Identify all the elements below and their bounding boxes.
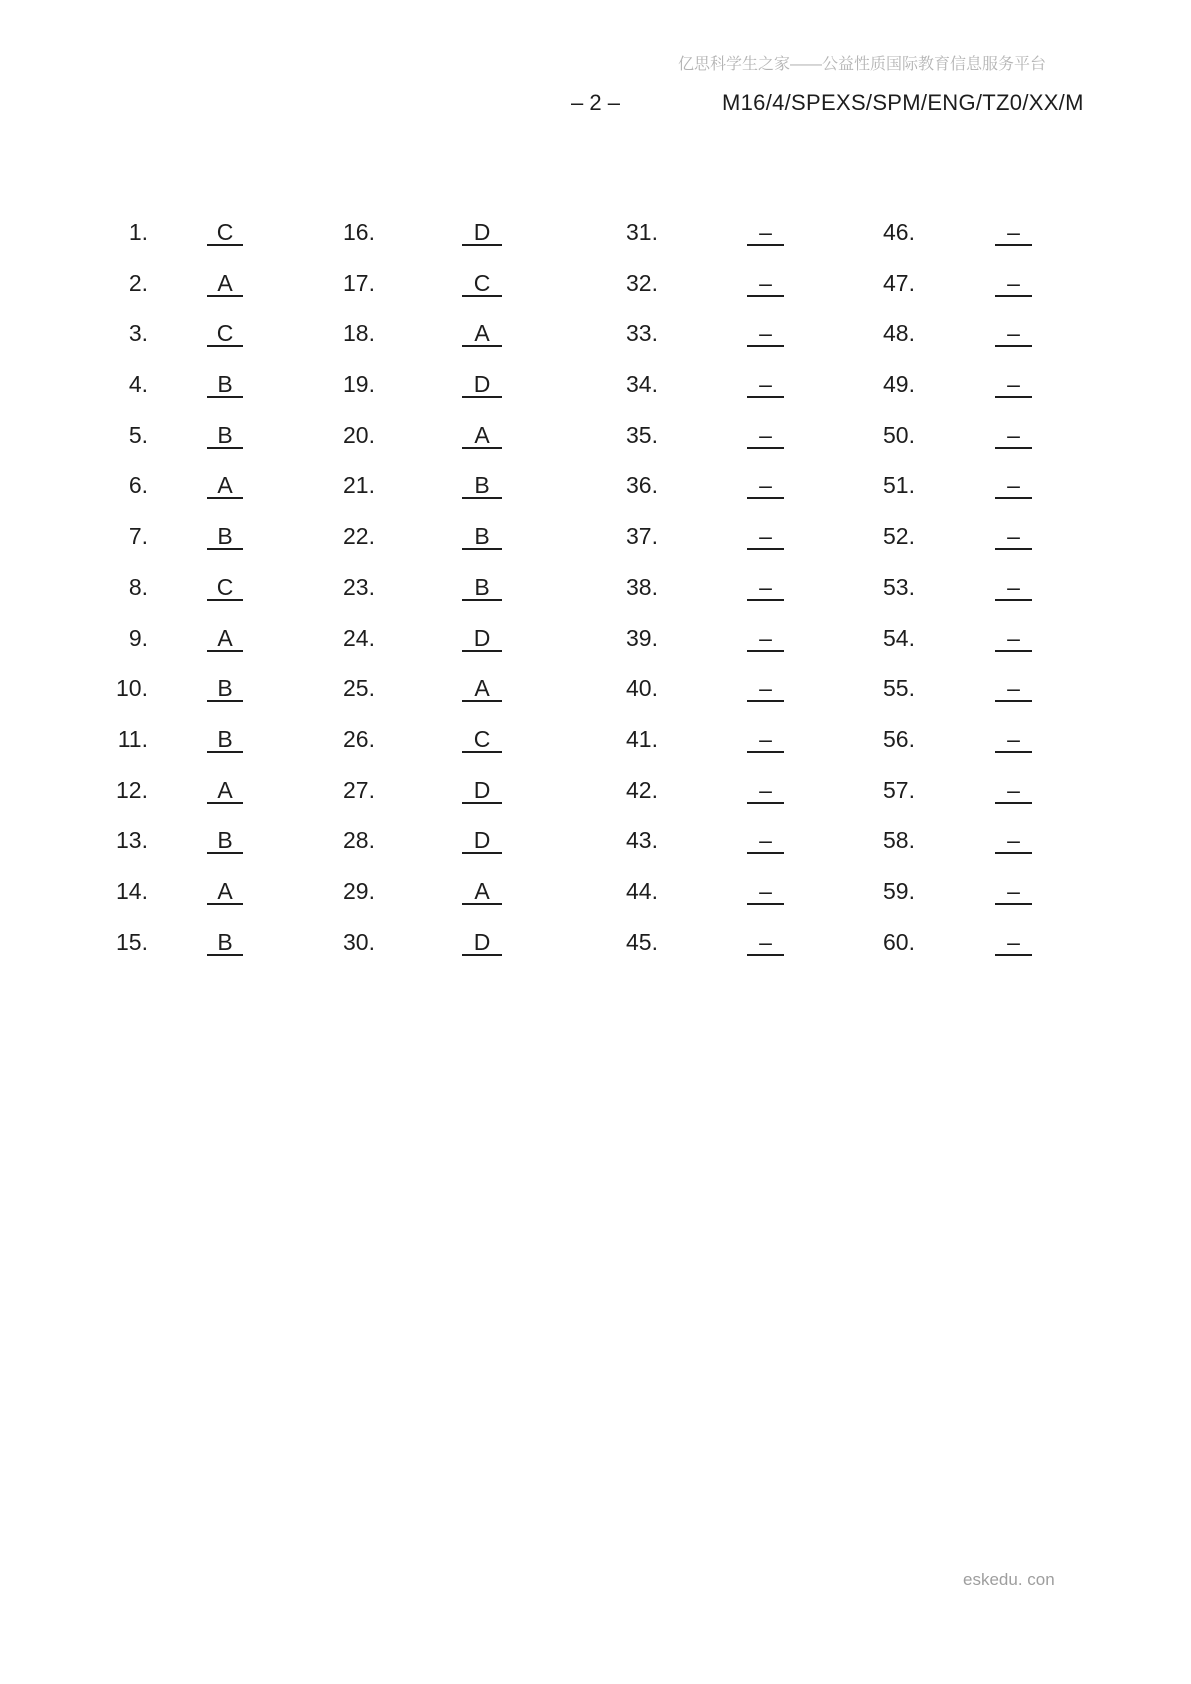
question-number: 4. xyxy=(128,371,148,398)
answer-blank: – xyxy=(995,829,1032,854)
answer-blank: – xyxy=(995,880,1032,905)
answer-blank: B xyxy=(207,829,243,854)
answer-row xyxy=(845,525,1032,576)
question-number: 13. xyxy=(116,827,148,854)
answer-row xyxy=(305,829,502,880)
question-number: 43. xyxy=(626,827,658,854)
question-number: 22. xyxy=(343,523,375,550)
answer-blank: A xyxy=(462,677,502,702)
answer-row xyxy=(845,373,1032,424)
answer-blank: B xyxy=(207,525,243,550)
answer-blank: A xyxy=(462,322,502,347)
question-number: 31. xyxy=(626,219,658,245)
answer-row xyxy=(845,624,1032,678)
question-number: 21. xyxy=(343,472,375,499)
answer-column-4 xyxy=(845,221,1032,981)
answer-row xyxy=(588,474,784,525)
page-number: – 2 – xyxy=(571,90,620,115)
footer-watermark: eskedu. con xyxy=(963,1570,1055,1589)
answer-row xyxy=(305,624,502,678)
header-watermark: 亿思科学生之家——公益性质国际教育信息服务平台 xyxy=(678,56,1047,73)
question-number: 36. xyxy=(626,472,658,499)
answer-row xyxy=(305,221,502,272)
answer-blank: – xyxy=(995,525,1032,550)
answer-blank: – xyxy=(995,424,1032,449)
answer-row xyxy=(845,269,1032,323)
question-number: 46. xyxy=(883,219,915,245)
question-number: 53. xyxy=(883,573,915,600)
answer-row xyxy=(305,421,502,475)
answer-row xyxy=(78,322,243,373)
answer-row xyxy=(78,829,243,880)
answer-blank: – xyxy=(995,221,1032,246)
answer-blank: A xyxy=(207,474,243,499)
answer-blank: – xyxy=(995,627,1032,652)
answer-blank: – xyxy=(747,272,784,297)
answer-row xyxy=(78,269,243,323)
answer-row xyxy=(305,322,502,373)
question-number: 39. xyxy=(626,624,658,651)
question-number: 10. xyxy=(116,675,148,702)
answer-row xyxy=(588,221,784,272)
question-number: 20. xyxy=(343,421,375,448)
answer-blank: C xyxy=(207,322,243,347)
answer-blank: – xyxy=(747,931,784,956)
answer-blank: – xyxy=(995,576,1032,601)
question-number: 17. xyxy=(343,269,375,296)
answer-row xyxy=(78,776,243,830)
question-number: 38. xyxy=(626,573,658,600)
answer-blank: – xyxy=(747,525,784,550)
answer-row xyxy=(305,725,502,779)
answer-blank: – xyxy=(995,474,1032,499)
answer-row xyxy=(588,421,784,475)
answer-blank: – xyxy=(747,829,784,854)
answer-blank: C xyxy=(462,728,502,753)
question-number: 37. xyxy=(626,523,658,550)
answer-row xyxy=(305,928,502,982)
question-number: 54. xyxy=(883,624,915,651)
answer-row xyxy=(305,677,502,728)
answer-blank: – xyxy=(995,779,1032,804)
answer-blank: – xyxy=(995,931,1032,956)
answer-row xyxy=(588,677,784,728)
answer-row xyxy=(845,928,1032,982)
question-number: 26. xyxy=(343,725,375,752)
answer-blank: – xyxy=(747,677,784,702)
question-number: 42. xyxy=(626,776,658,803)
answer-row xyxy=(845,725,1032,779)
answer-blank: – xyxy=(747,424,784,449)
answer-blank: A xyxy=(462,424,502,449)
answer-blank: B xyxy=(462,474,502,499)
question-number: 1. xyxy=(128,219,148,245)
answer-row xyxy=(588,928,784,982)
answer-blank: B xyxy=(462,576,502,601)
answer-row xyxy=(588,269,784,323)
answer-blank: B xyxy=(462,525,502,550)
question-number: 19. xyxy=(343,371,375,398)
answer-row xyxy=(305,525,502,576)
question-number: 29. xyxy=(343,877,375,904)
question-number: 59. xyxy=(883,877,915,904)
answer-blank: C xyxy=(462,272,502,297)
answer-row xyxy=(588,624,784,678)
answer-blank: B xyxy=(207,677,243,702)
question-number: 5. xyxy=(128,421,148,448)
answer-row xyxy=(305,269,502,323)
answer-blank: – xyxy=(995,322,1032,347)
answer-row xyxy=(588,573,784,627)
answer-blank: – xyxy=(995,677,1032,702)
answer-row xyxy=(305,573,502,627)
question-number: 55. xyxy=(883,675,915,702)
answer-blank: A xyxy=(207,627,243,652)
answer-row xyxy=(78,525,243,576)
answer-blank: – xyxy=(747,880,784,905)
answer-blank: D xyxy=(462,931,502,956)
question-number: 51. xyxy=(883,472,915,499)
question-number: 23. xyxy=(343,573,375,600)
answer-row xyxy=(78,373,243,424)
answer-blank: C xyxy=(207,576,243,601)
answer-row xyxy=(78,421,243,475)
answer-row xyxy=(588,373,784,424)
question-number: 18. xyxy=(343,320,375,347)
question-number: 30. xyxy=(343,928,375,955)
answer-blank: – xyxy=(747,779,784,804)
answer-blank: D xyxy=(462,829,502,854)
answer-row xyxy=(845,776,1032,830)
answer-blank: B xyxy=(207,728,243,753)
answer-blank: – xyxy=(747,322,784,347)
question-number: 33. xyxy=(626,320,658,347)
question-number: 6. xyxy=(128,472,148,499)
answer-blank: – xyxy=(747,373,784,398)
answer-row xyxy=(78,928,243,982)
answer-blank: – xyxy=(995,272,1032,297)
question-number: 60. xyxy=(883,928,915,955)
answer-row xyxy=(845,877,1032,931)
question-number: 11. xyxy=(117,725,148,752)
answer-blank: – xyxy=(995,728,1032,753)
question-number: 56. xyxy=(883,725,915,752)
question-number: 28. xyxy=(343,827,375,854)
question-number: 47. xyxy=(883,269,915,296)
answer-blank: – xyxy=(747,576,784,601)
question-number: 41. xyxy=(626,725,658,752)
answer-row xyxy=(588,525,784,576)
answer-blank: A xyxy=(207,779,243,804)
question-number: 50. xyxy=(883,421,915,448)
question-number: 52. xyxy=(883,523,915,550)
question-number: 9. xyxy=(128,624,148,651)
question-number: 49. xyxy=(883,371,915,398)
answer-row xyxy=(78,677,243,728)
answer-blank: D xyxy=(462,373,502,398)
answer-column-1 xyxy=(78,221,243,981)
answer-blank: – xyxy=(747,221,784,246)
answer-blank: A xyxy=(462,880,502,905)
answer-row xyxy=(588,877,784,931)
answer-row xyxy=(78,725,243,779)
question-number: 32. xyxy=(626,269,658,296)
answer-blank: A xyxy=(207,880,243,905)
question-number: 16. xyxy=(343,219,375,245)
answer-row xyxy=(845,421,1032,475)
answer-blank: B xyxy=(207,424,243,449)
question-number: 7. xyxy=(128,523,148,550)
question-number: 15. xyxy=(116,928,148,955)
answer-blank: D xyxy=(462,627,502,652)
question-number: 8. xyxy=(128,573,148,600)
answer-column-3 xyxy=(588,221,784,981)
question-number: 44. xyxy=(626,877,658,904)
answer-row xyxy=(78,573,243,627)
answer-column-2 xyxy=(305,221,502,981)
question-number: 27. xyxy=(343,776,375,803)
question-number: 57. xyxy=(883,776,915,803)
question-number: 45. xyxy=(626,928,658,955)
answer-blank: B xyxy=(207,931,243,956)
question-number: 58. xyxy=(883,827,915,854)
answer-blank: C xyxy=(207,221,243,246)
question-number: 14. xyxy=(116,877,148,904)
answer-row xyxy=(78,474,243,525)
answer-row xyxy=(305,877,502,931)
answer-row xyxy=(78,624,243,678)
answer-blank: – xyxy=(747,728,784,753)
question-number: 35. xyxy=(626,421,658,448)
answer-blank: – xyxy=(747,627,784,652)
question-number: 3. xyxy=(128,320,148,347)
answer-row xyxy=(845,677,1032,728)
answer-blank: – xyxy=(995,373,1032,398)
answer-row xyxy=(845,474,1032,525)
answer-blank: D xyxy=(462,779,502,804)
question-number: 2. xyxy=(128,269,148,296)
answer-row xyxy=(305,776,502,830)
paper-code: M16/4/SPEXS/SPM/ENG/TZ0/XX/M xyxy=(722,90,1084,115)
answer-row xyxy=(845,573,1032,627)
answer-row xyxy=(78,877,243,931)
answer-blank: – xyxy=(747,474,784,499)
answer-blank: D xyxy=(462,221,502,246)
question-number: 25. xyxy=(343,675,375,702)
question-number: 12. xyxy=(116,776,148,803)
answer-row xyxy=(588,725,784,779)
answer-row xyxy=(588,776,784,830)
answer-row xyxy=(588,322,784,373)
answer-row xyxy=(78,221,243,272)
answer-row xyxy=(588,829,784,880)
answer-row xyxy=(845,829,1032,880)
question-number: 34. xyxy=(626,371,658,398)
answer-blank: A xyxy=(207,272,243,297)
question-number: 48. xyxy=(883,320,915,347)
answer-row xyxy=(845,322,1032,373)
answer-row xyxy=(305,373,502,424)
answer-row xyxy=(305,474,502,525)
answer-blank: B xyxy=(207,373,243,398)
question-number: 40. xyxy=(626,675,658,702)
question-number: 24. xyxy=(343,624,375,651)
answer-row xyxy=(845,221,1032,272)
